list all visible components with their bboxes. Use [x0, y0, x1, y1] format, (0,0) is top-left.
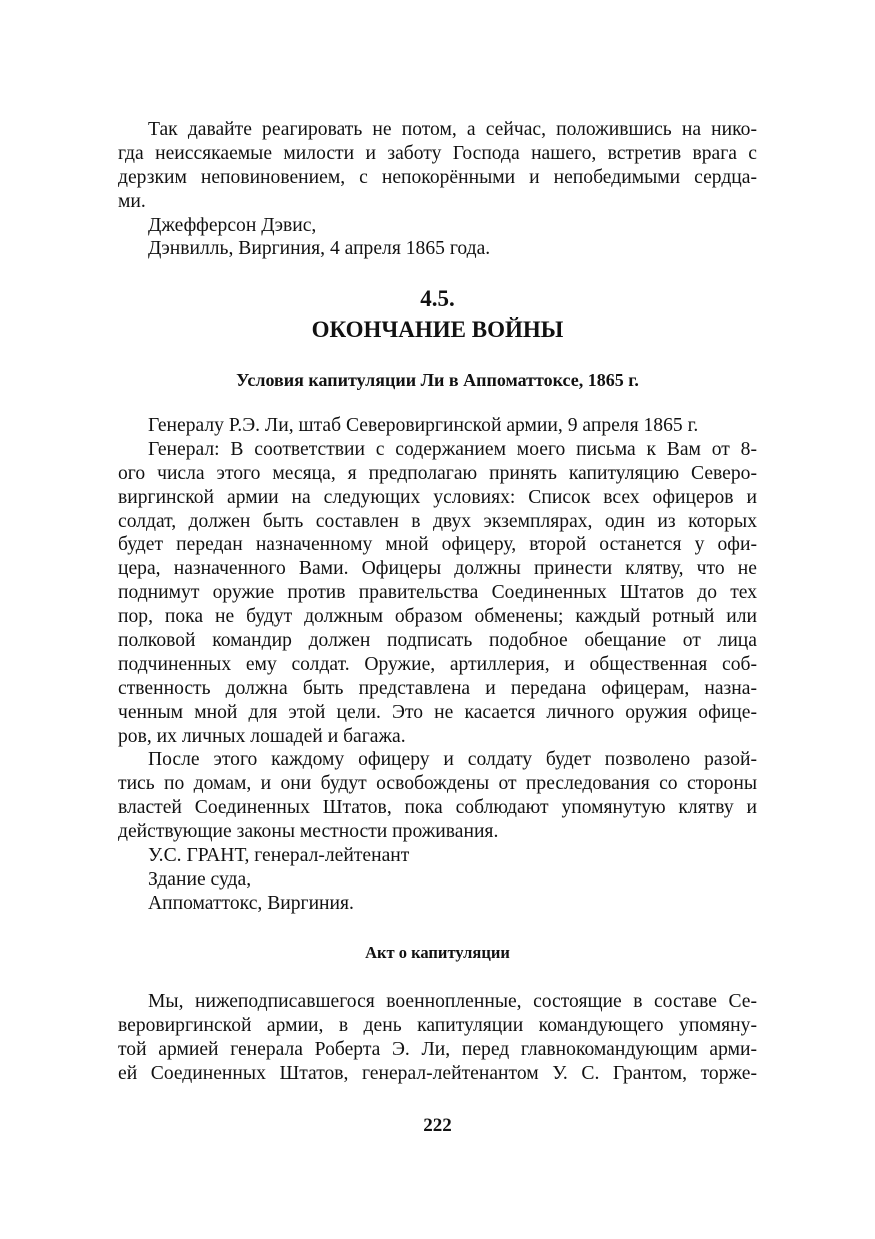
signature-name: Джефферсон Дэвис,: [148, 214, 317, 236]
text-line: После этого каждому офицеру и солдату будет позволено разой-: [148, 749, 757, 771]
address-line: Генералу Р.Э. Ли, штаб Северовиргинской армии, 9 апреля 1865 г.: [148, 415, 699, 436]
signature-place-date: Дэнвилль, Виргиния, 4 апреля 1865 года.: [148, 238, 491, 260]
text-line: солдат, должен быть составлен в двух экземплярах, один из которых: [118, 510, 757, 532]
surrender-terms-body: [118, 414, 757, 916]
text-line: веровиргинской армии, в день капитуляции командующего упомяну-: [118, 1014, 757, 1036]
text-line: тись по домам, и они будут освобождены от преследования со стороны: [118, 773, 757, 795]
page-number: 222: [423, 1115, 452, 1136]
text-line: пор, пока не будут должным образом обменены; каждый ротный или: [118, 606, 757, 628]
text-line: ми.: [118, 190, 146, 212]
text-line: Так давайте реагировать не потом, а сейчас, положившись на нико-: [148, 119, 757, 140]
text-line: дерзким неповиновением, с непокорёнными и непобедимыми сердца-: [118, 166, 757, 188]
text-line: действующие законы местности проживания.: [118, 821, 499, 843]
section-title: ОКОНЧАНИЕ ВОЙНЫ: [311, 317, 564, 342]
text-line: властей Соединенных Штатов, пока соблюдают упомянутую клятву и: [118, 797, 757, 819]
signature-place: Здание суда,: [148, 868, 252, 890]
text-line: полковой командир должен подписать подобное обещание от лица: [118, 630, 757, 652]
subsection-title-surrender-terms: Условия капитуляции Ли в Аппоматтоксе, 1865 г.: [236, 370, 639, 390]
text-line: будет передан назначенному мной офицеру, второй останется у офи-: [118, 534, 757, 556]
text-line: той армией генерала Роберта Э. Ли, перед главнокомандующим арми-: [118, 1038, 757, 1060]
surrender-act-body: [118, 990, 757, 1086]
text-line: подчиненных ему солдат. Оружие, артиллерия, и общественная соб-: [118, 653, 757, 675]
section-number: 4.5.: [420, 286, 455, 311]
text-line: Мы, нижеподписавшегося военнопленные, состоящие в составе Се-: [148, 991, 757, 1012]
text-line: виргинской армии на следующих условиях: Список всех офицеров и: [118, 486, 757, 508]
text-line: Генерал: В соответствии с содержанием моего письма к Вам от 8-: [148, 438, 757, 460]
signature-name: У.С. ГРАНТ, генерал-лейтенант: [148, 845, 410, 867]
text-line: гда неиссякаемые милости и заботу Господа нашего, встретив врага с: [118, 142, 757, 164]
text-line: поднимут оружие против правительства Соединенных Штатов до тех: [118, 582, 757, 604]
text-line: ей Соединенных Штатов, генерал-лейтенантом У. С. Грантом, торже-: [118, 1062, 757, 1084]
text-line: ственность должна быть представлена и передана офицерам, назна-: [118, 677, 757, 699]
text-line: цера, назначенного Вами. Офицеры должны принести клятву, что не: [118, 558, 757, 580]
signature-place: Аппоматтокс, Виргиния.: [148, 892, 354, 914]
text-line: ченным мной для этой цели. Это не касается личного оружия офице-: [118, 701, 757, 723]
text-line: ого числа этого месяца, я предполагаю принять капитуляцию Северо-: [118, 462, 757, 484]
intro-paragraph: [118, 118, 757, 261]
text-line: ров, их личных лошадей и багажа.: [118, 725, 406, 747]
subsection-title-surrender-act: Акт о капитуляции: [365, 943, 510, 962]
